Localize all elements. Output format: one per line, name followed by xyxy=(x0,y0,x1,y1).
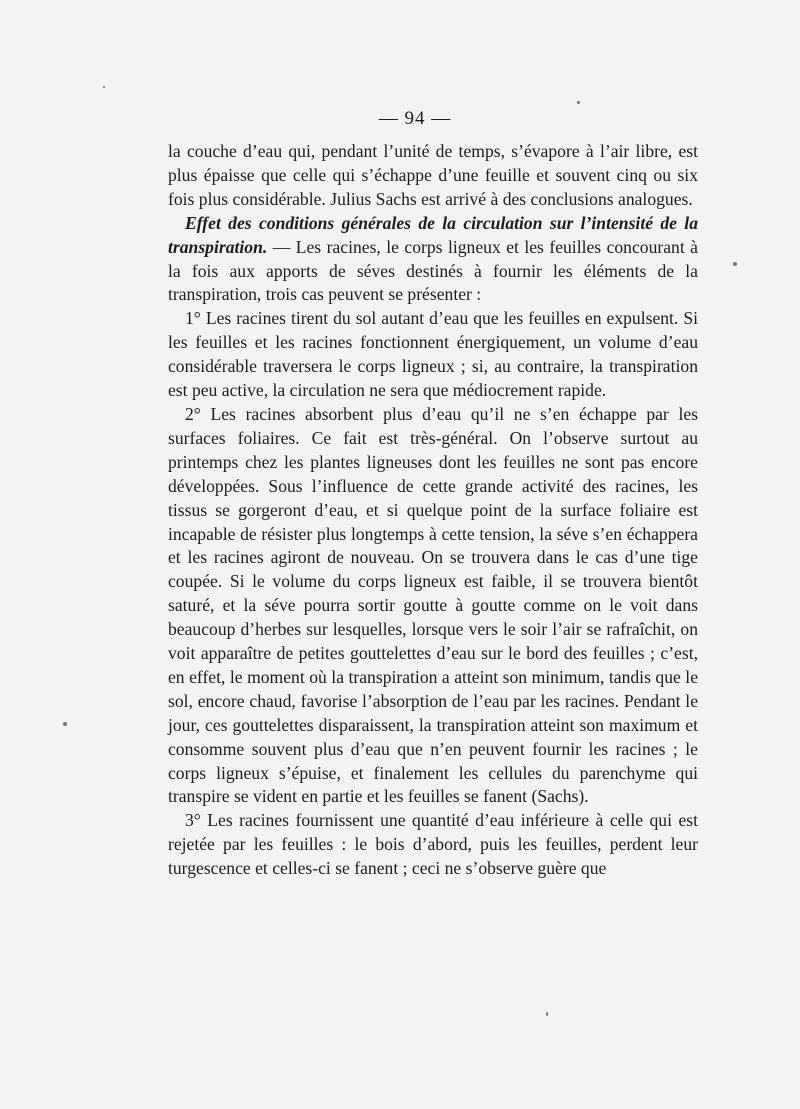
section-paragraph xyxy=(168,212,698,308)
body-text xyxy=(168,140,698,881)
page-number: — 94 — xyxy=(378,108,452,129)
paragraph-continuation: la couche d’eau qui, pendant l’unité de temps, s’évapore à l’air libre, est plus épaisse que celle qui s’échappe d’une feuille et souvent cinq ou six fois plus considérable. Julius Sachs est arrivé à des conclusions analogues. xyxy=(168,141,698,209)
scan-speck xyxy=(733,262,737,266)
scan-speck xyxy=(63,722,67,726)
section-intro: — Les racines, le corps ligneux et les feuilles concourant à la fois aux apports de séves destinés à fournir les éléments de la transpiration, trois cas peuvent se présenter : xyxy=(168,236,698,305)
case-2-paragraph: 2° Les racines absorbent plus d’eau qu’il ne s’en échappe par les surfaces foliaires. Ce fait est très-général. On l’observe surtout au printemps chez les plantes ligneuses dont les feuilles ne sont pas encore développées. Sous l’influence de cette grande activité des racines, les tissus se gorgeront d’eau, et si quelque point de la surface foliaire est incapable de résister plus longtemps à cette tension, la séve s’en échappera et les racines agiront de nouveau. On se trouvera dans le cas d’une tige coupée. Si le volume du corps ligneux est faible, il se trouvera bientôt saturé, et la séve pourra sortir goutte à goutte comme on le voit dans beaucoup d’herbes sur lesquelles, lorsque vers le soir l’air se rafraîchit, on voit apparaître de petites gouttelettes d’eau sur le bord des feuilles ; c’est, en effet, le moment où la transpiration a atteint son minimum, tandis que le sol, encore chaud, favorise l’absorption de l’eau par les racines. Pendant le jour, ces gouttelettes disparaissent, la transpiration atteint son maximum et consomme souvent plus d’eau que n’en peuvent fournir les racines ; le corps ligneux s’épuise, et finalement les cellules du parenchyme qui transpire se vident en partie et les feuilles se fanent (Sachs). xyxy=(168,403,698,807)
case-3-paragraph: 3° Les racines fournissent une quantité d’eau inférieure à celle qui est rejetée par les feuilles : le bois d’abord, puis les feuilles, perdent leur turgescence et celles-ci se fanent ; ceci ne s’observe guère que xyxy=(168,810,698,879)
section-title: Effet des conditions générales de la circulation sur l’intensité de la transpiration. xyxy=(168,212,698,257)
scan-speck xyxy=(577,101,580,104)
scan-speck xyxy=(546,1012,548,1016)
case-1-paragraph: 1° Les racines tirent du sol autant d’eau que les feuilles en expulsent. Si les feuilles et les racines fonctionnent énergiquement, un volume d’eau considérable traversera le corps ligneux ; si, au contraire, la transpiration est peu active, la circulation ne sera que médiocrement rapide. xyxy=(168,308,698,401)
scan-speck xyxy=(103,86,105,88)
